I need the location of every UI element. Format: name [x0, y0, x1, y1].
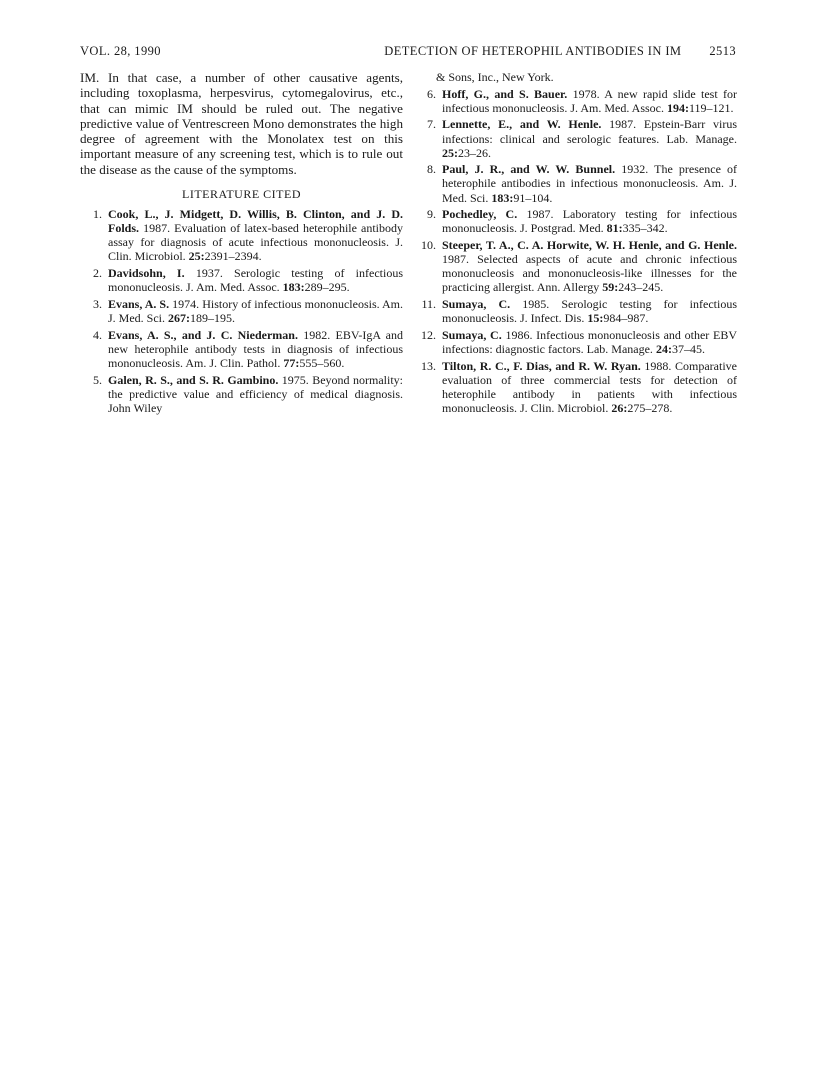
reference-number: 10.	[421, 238, 436, 252]
reference-citation: 1987. Laboratory testing for infectious mononucleosis. J. Postgrad. Med.	[442, 207, 737, 236]
reference-volume: 81:	[606, 221, 623, 236]
reference-volume: 25:	[188, 249, 205, 264]
reference-authors: Paul, J. R., and W. W. Bunnel.	[442, 162, 616, 177]
reference-item	[414, 297, 737, 325]
reference-volume: 59:	[602, 280, 619, 295]
reference-item	[414, 359, 737, 415]
reference-pages: 335–342.	[622, 221, 668, 236]
reference-authors: Evans, A. S., and J. C. Niederman.	[108, 327, 298, 342]
reference-citation: 1985. Serologic testing for infectious mononucleosis. J. Infect. Dis.	[442, 296, 737, 326]
running-header-title: DETECTION OF HETEROPHIL ANTIBODIES IN IM	[384, 44, 682, 58]
reference-text	[108, 297, 403, 325]
reference-number: 9.	[427, 207, 436, 222]
reference-number: 11.	[421, 296, 436, 311]
reference-authors: Steeper, T. A., C. A. Horwite, W. H. Henle, and G. Henle.	[442, 238, 737, 252]
reference-citation: 1937. Serologic testing of infectious mononucleosis. J. Am. Med. Assoc.	[108, 266, 403, 295]
body-paragraph: IM. In that case, a number of other causative agents, including toxoplasma, herpesvirus, cytomegalovirus, etc., that can mimic IM should be ruled out. The negative predictive value of Ventrescreen Mono demonstrates the high degree of agreement with the Monolatex test on this important measure of any screening test, which is to rule out the disease as the cause of the symptoms.	[80, 70, 403, 177]
reference-authors: Tilton, R. C., F. Dias, and R. W. Ryan.	[442, 358, 641, 373]
reference-number: 3.	[93, 296, 102, 311]
reference-pages: 984–987.	[603, 311, 649, 326]
reference-number: 7.	[427, 117, 436, 132]
reference-text	[442, 297, 737, 325]
left-column	[80, 70, 403, 417]
reference-volume: 77:	[283, 355, 300, 370]
reference-pages: 275–278.	[627, 400, 673, 415]
reference-text	[442, 87, 737, 115]
reference-citation: 1987. Evaluation of latex-based heterophile antibody assay for diagnosis of acute infectious mononucleosis. J. Clin. Microbiol.	[108, 221, 403, 264]
reference-citation: 1975. Beyond normality: the predictive value and efficiency of medical diagnosis. John Wiley	[108, 372, 403, 415]
reference-volume: 194:	[667, 100, 689, 115]
reference-pages: 23–26.	[458, 145, 491, 160]
reference-text	[442, 162, 737, 204]
reference-text	[442, 328, 737, 356]
reference-authors: Galen, R. S., and S. R. Gambino.	[108, 372, 279, 387]
reference-text	[108, 266, 403, 294]
reference-volume: 24:	[655, 341, 672, 356]
reference-volume: 267:	[168, 311, 190, 326]
reference-pages: 189–195.	[190, 311, 235, 326]
running-header-volume: VOL. 28, 1990	[80, 44, 161, 58]
reference-authors: Cook, L., J. Midgett, D. Willis, B. Clinton, and J. D. Folds.	[108, 207, 403, 236]
reference-authors: Davidsohn, I.	[108, 266, 185, 281]
reference-item	[80, 328, 403, 370]
reference-volume: 26:	[611, 400, 628, 415]
reference-pages: 119–121.	[689, 100, 734, 115]
reference-number: 4.	[93, 327, 102, 342]
reference-number: 8.	[427, 162, 436, 177]
page-number: 2513	[709, 44, 736, 58]
reference-list-right	[414, 87, 737, 415]
reference-text	[442, 207, 737, 235]
reference-number: 13.	[421, 358, 436, 373]
reference-authors: Evans, A. S.	[108, 296, 170, 311]
reference-citation: 1986. Infectious mononucleosis and other EBV infections: diagnostic factors. Lab. Manage.	[442, 327, 737, 356]
reference-citation: 1978. A new rapid slide test for infectious mononucleosis. J. Am. Med. Assoc.	[442, 86, 737, 115]
reference-item	[414, 162, 737, 204]
reference-text	[442, 238, 737, 294]
reference-volume: 183:	[491, 190, 514, 205]
reference-item	[414, 238, 737, 294]
reference-citation: 1988. Comparative evaluation of three commercial tests for detection of heterophile antibody in patients with infectious mononucleosis. J. Clin. Microbiol.	[442, 358, 738, 415]
reference-volume: 183:	[282, 280, 305, 295]
reference-number: 12.	[421, 327, 436, 342]
reference-text	[108, 207, 403, 263]
reference-item	[414, 87, 737, 115]
reference-text	[108, 373, 403, 415]
running-header-right	[384, 44, 736, 59]
reference-pages: 243–245.	[618, 280, 664, 295]
reference-citation: 1987. Epstein-Barr virus infections: clinical and serologic features. Lab. Manage.	[442, 117, 738, 146]
reference-number: 6.	[427, 86, 436, 101]
reference-citation: 1974. History of infectious mononucleosis. Am. J. Med. Sci.	[108, 296, 403, 326]
right-column	[414, 70, 737, 418]
reference-text	[442, 359, 737, 415]
reference-item	[414, 117, 737, 159]
reference-pages: 91–104.	[513, 190, 553, 205]
reference-item	[80, 266, 403, 294]
reference-pages: 2391–2394.	[204, 249, 262, 264]
reference-item	[80, 297, 403, 325]
reference-authors: Pochedley, C.	[442, 207, 518, 222]
reference-pages: 555–560.	[299, 355, 345, 370]
reference-pages: 289–295.	[304, 280, 350, 295]
reference-pages: 37–45.	[671, 341, 705, 356]
reference-item	[414, 328, 737, 356]
reference-number: 5.	[93, 372, 102, 387]
reference-authors: Hoff, G., and S. Bauer.	[442, 86, 568, 101]
literature-cited-heading: LITERATURE CITED	[182, 187, 301, 202]
reference-item	[80, 207, 403, 263]
reference-volume: 15:	[587, 311, 604, 326]
reference-list-left	[80, 207, 403, 415]
reference-authors: Sumaya, C.	[442, 327, 502, 342]
reference-volume: 25:	[442, 145, 458, 160]
reference-authors: Sumaya, C.	[442, 296, 511, 311]
reference-item	[80, 373, 403, 415]
reference-item	[414, 207, 737, 235]
reference-authors: Lennette, E., and W. Henle.	[442, 117, 602, 132]
reference-5-continuation: & Sons, Inc., New York.	[436, 70, 554, 84]
reference-citation: 1932. The presence of heterophile antibodies in infectious mononucleosis. Am. J. Med. Sci.	[442, 162, 738, 205]
reference-citation: 1982. EBV-IgA and new heterophile antibody tests in diagnosis of infectious mononucleosis. Am. J. Clin. Pathol.	[108, 327, 403, 370]
reference-number: 2.	[93, 266, 102, 281]
reference-text	[442, 117, 737, 159]
reference-text	[108, 328, 403, 370]
reference-number: 1.	[93, 207, 102, 222]
reference-citation: 1987. Selected aspects of acute and chronic infectious mononucleosis and mononucleosis-like illnesses for the practicing allergist. Ann. Allergy	[442, 252, 737, 295]
